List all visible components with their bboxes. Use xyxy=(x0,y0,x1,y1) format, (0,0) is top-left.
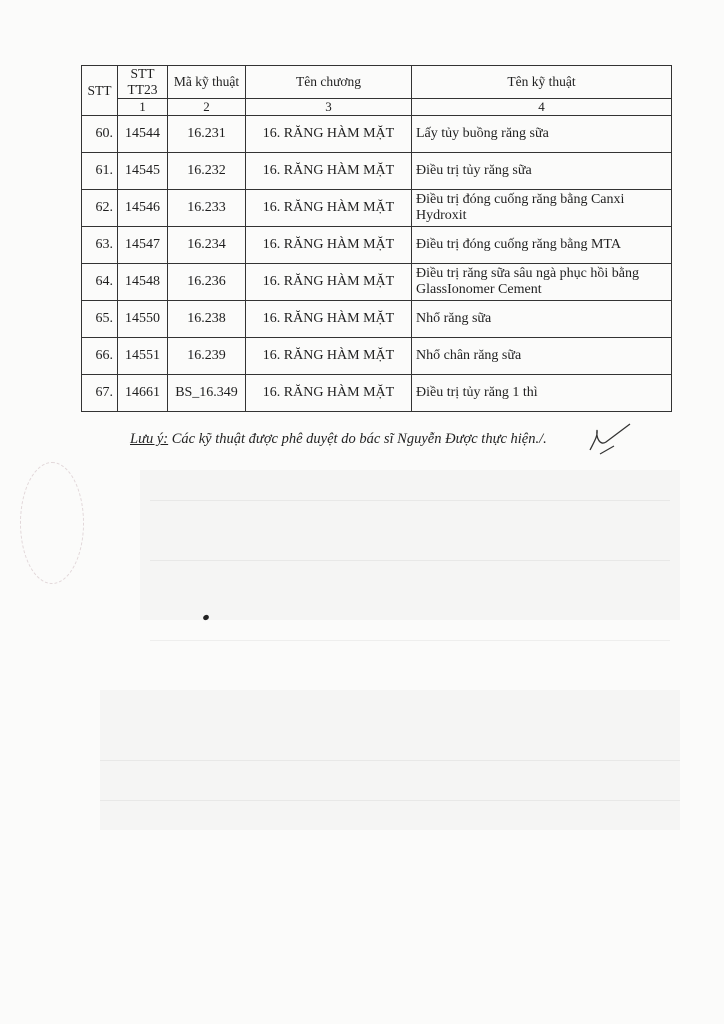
cell-ten-ky-thuat: Điều trị tủy răng sữa xyxy=(412,153,672,190)
cell-chuong: 16. RĂNG HÀM MẶT xyxy=(246,264,412,301)
cell-tt23: 14546 xyxy=(118,190,168,227)
cell-stt: 60. xyxy=(82,116,118,153)
cell-ma: BS_16.349 xyxy=(168,375,246,412)
approval-note xyxy=(130,431,547,448)
cell-stt: 65. xyxy=(82,301,118,338)
bleed-through-line xyxy=(100,800,680,801)
cell-tt23: 14545 xyxy=(118,153,168,190)
column-number: 4 xyxy=(412,99,672,116)
cell-ma: 16.238 xyxy=(168,301,246,338)
table-row xyxy=(82,264,672,301)
cell-chuong: 16. RĂNG HÀM MẶT xyxy=(246,338,412,375)
signature-mark xyxy=(584,420,634,460)
bleed-through-line xyxy=(150,640,670,641)
cell-chuong: 16. RĂNG HÀM MẶT xyxy=(246,153,412,190)
bleed-through-line xyxy=(100,760,680,761)
cell-tt23: 14544 xyxy=(118,116,168,153)
column-number: 3 xyxy=(246,99,412,116)
cell-stt: 64. xyxy=(82,264,118,301)
cell-tt23: 14547 xyxy=(118,227,168,264)
table-row xyxy=(82,338,672,375)
header-stt-tt23: STT TT23 xyxy=(118,66,168,99)
cell-ma: 16.234 xyxy=(168,227,246,264)
cell-stt: 66. xyxy=(82,338,118,375)
cell-stt: 62. xyxy=(82,190,118,227)
cell-chuong: 16. RĂNG HÀM MẶT xyxy=(246,190,412,227)
cell-ma: 16.232 xyxy=(168,153,246,190)
table-row xyxy=(82,375,672,412)
column-number-row xyxy=(82,99,672,116)
header-stt: STT xyxy=(82,66,118,116)
cell-tt23: 14661 xyxy=(118,375,168,412)
header-ma-ky-thuat: Mã kỹ thuật xyxy=(168,66,246,99)
cell-ma: 16.231 xyxy=(168,116,246,153)
table-row xyxy=(82,116,672,153)
header-ten-chuong: Tên chương xyxy=(246,66,412,99)
cell-ten-ky-thuat: Nhổ răng sữa xyxy=(412,301,672,338)
cell-chuong: 16. RĂNG HÀM MẶT xyxy=(246,375,412,412)
table-row xyxy=(82,301,672,338)
note-text: Các kỹ thuật được phê duyệt do bác sĩ Nguyễn Được thực hiện./. xyxy=(168,431,547,447)
cell-stt: 67. xyxy=(82,375,118,412)
cell-ma: 16.239 xyxy=(168,338,246,375)
bleed-through-shadow xyxy=(140,470,680,620)
bleed-through-line xyxy=(150,560,670,561)
cell-ten-ky-thuat: Lấy tủy buồng răng sữa xyxy=(412,116,672,153)
table-row xyxy=(82,190,672,227)
column-number: 1 xyxy=(118,99,168,116)
cell-ma: 16.233 xyxy=(168,190,246,227)
cell-ten-ky-thuat: Điều trị tủy răng 1 thì xyxy=(412,375,672,412)
cell-ten-ky-thuat: Điều trị răng sữa sâu ngà phục hồi bằng GlassIonomer Cement xyxy=(412,264,672,301)
cell-chuong: 16. RĂNG HÀM MẶT xyxy=(246,116,412,153)
column-number: 2 xyxy=(168,99,246,116)
cell-ten-ky-thuat: Nhổ chân răng sữa xyxy=(412,338,672,375)
note-label: Lưu ý: xyxy=(130,431,169,447)
technique-table xyxy=(81,65,672,412)
faint-stamp-mark xyxy=(20,462,84,584)
table-row xyxy=(82,227,672,264)
cell-ten-ky-thuat: Điều trị đóng cuống răng bằng Canxi Hydroxit xyxy=(412,190,672,227)
table-row xyxy=(82,153,672,190)
cell-chuong: 16. RĂNG HÀM MẶT xyxy=(246,227,412,264)
cell-chuong: 16. RĂNG HÀM MẶT xyxy=(246,301,412,338)
cell-stt: 61. xyxy=(82,153,118,190)
cell-tt23: 14550 xyxy=(118,301,168,338)
cell-tt23: 14548 xyxy=(118,264,168,301)
cell-ma: 16.236 xyxy=(168,264,246,301)
cell-stt: 63. xyxy=(82,227,118,264)
header-row xyxy=(82,66,672,99)
cell-tt23: 14551 xyxy=(118,338,168,375)
cell-ten-ky-thuat: Điều trị đóng cuống răng bằng MTA xyxy=(412,227,672,264)
header-ten-ky-thuat: Tên kỹ thuật xyxy=(412,66,672,99)
bleed-through-line xyxy=(150,500,670,501)
